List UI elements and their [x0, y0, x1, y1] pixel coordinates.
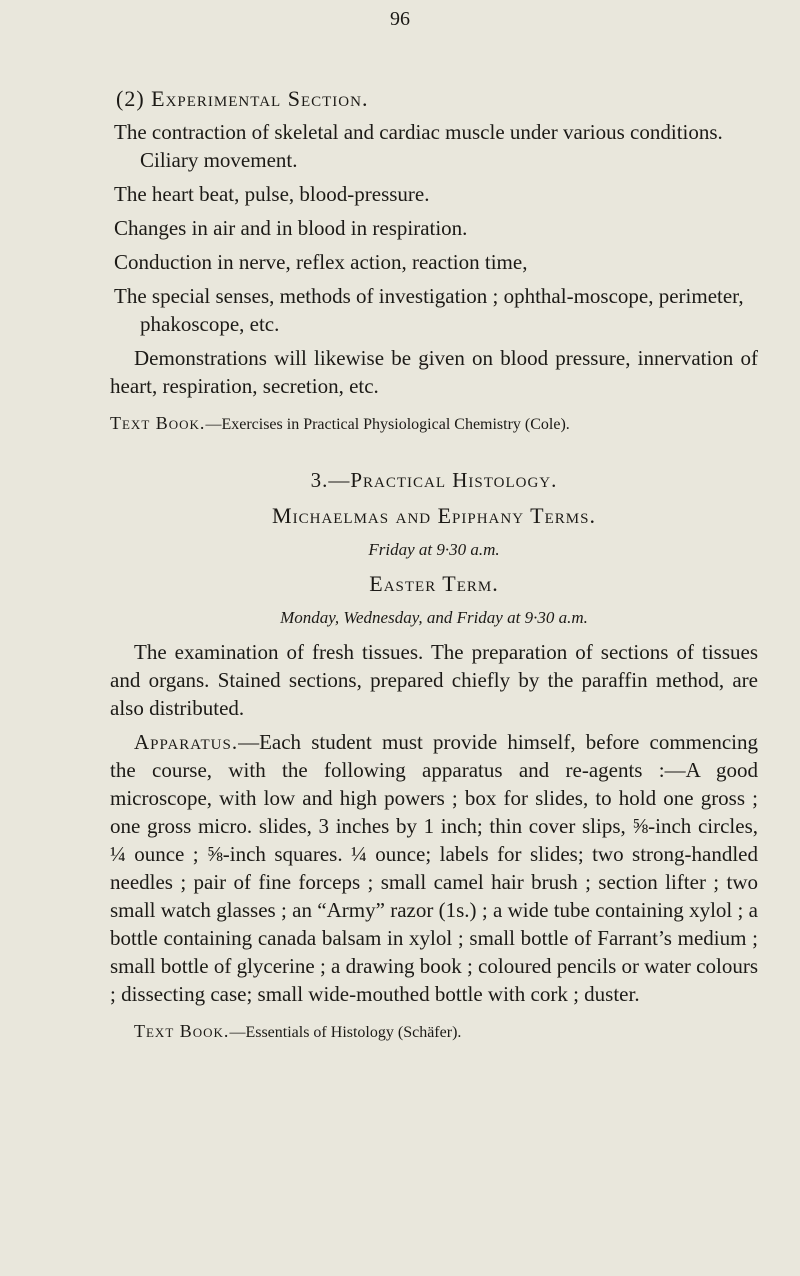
page-content: [110, 84, 758, 1044]
section-3-heading: 3.—Practical Histology.: [310, 468, 558, 492]
demonstrations-paragraph: Demonstrations will likewise be given on blood pressure, innervation of heart, respiration, secretion, etc.: [110, 346, 758, 398]
section-2-item-4: Conduction in nerve, reflex action, reaction time,: [114, 250, 528, 274]
section-2-item-2: The heart beat, pulse, blood-pressure.: [114, 182, 430, 206]
section-2-item-5: The special senses, methods of investigation ; ophthal-moscope, perimeter, phakoscope, etc.: [114, 284, 744, 336]
textbook-label: Text Book.: [134, 1021, 230, 1041]
apparatus-label: Apparatus.: [134, 730, 239, 754]
section-2-item-3: Changes in air and in blood in respiration.: [114, 216, 468, 240]
section-3-textbook: [134, 1020, 758, 1044]
apparatus-text: —Each student must provide himself, before commencing the course, with the following apparatus and re-agents :—A good microscope, with low and high powers ; box for slides, to hold one gross ; one gross micro. slides, 3 inches by 1 inch; thin cover slips, ⅝-inch circles, ¼ ounce ; ⅝-inch squares. ¼ ounce; labels for slides; two strong-handled needles ; pair of fine forceps ; small camel hair brush ; section lifter ; two small watch glasses ; an “Army” razor (1s.) ; a wide tube containing xylol ; a bottle containing canada balsam in xylol ; small bottle of Farrant’s medium ; small bottle of glycerine ; a drawing book ; coloured pencils or water colours ; dissecting case; small wide-mouthed bottle with cork ; duster.: [110, 730, 758, 1006]
histology-paragraph: The examination of fresh tissues. The preparation of sections of tissues and organs. Stained sections, prepared chiefly by the paraffin method, are also distributed.: [110, 640, 758, 720]
textbook-text: —Exercises in Practical Physiological Chemistry (Cole).: [205, 416, 570, 433]
michaelmas-epiphany-terms: Michaelmas and Epiphany Terms.: [272, 503, 596, 528]
easter-term: Easter Term.: [369, 571, 499, 596]
page-number: 96: [390, 8, 410, 30]
textbook-label: Text Book.: [110, 413, 206, 433]
apparatus-paragraph: [110, 728, 758, 1008]
section-2-item-1: The contraction of skeletal and cardiac muscle under various conditions. Ciliary movement.: [114, 120, 723, 172]
section-2-heading: (2) Experimental Section.: [116, 86, 369, 111]
easter-times: Monday, Wednesday, and Friday at 9·30 a.m.: [280, 608, 588, 627]
section-2-textbook: [110, 412, 758, 436]
friday-time: Friday at 9·30 a.m.: [368, 540, 500, 559]
textbook-text: —Essentials of Histology (Schäfer).: [229, 1024, 462, 1041]
